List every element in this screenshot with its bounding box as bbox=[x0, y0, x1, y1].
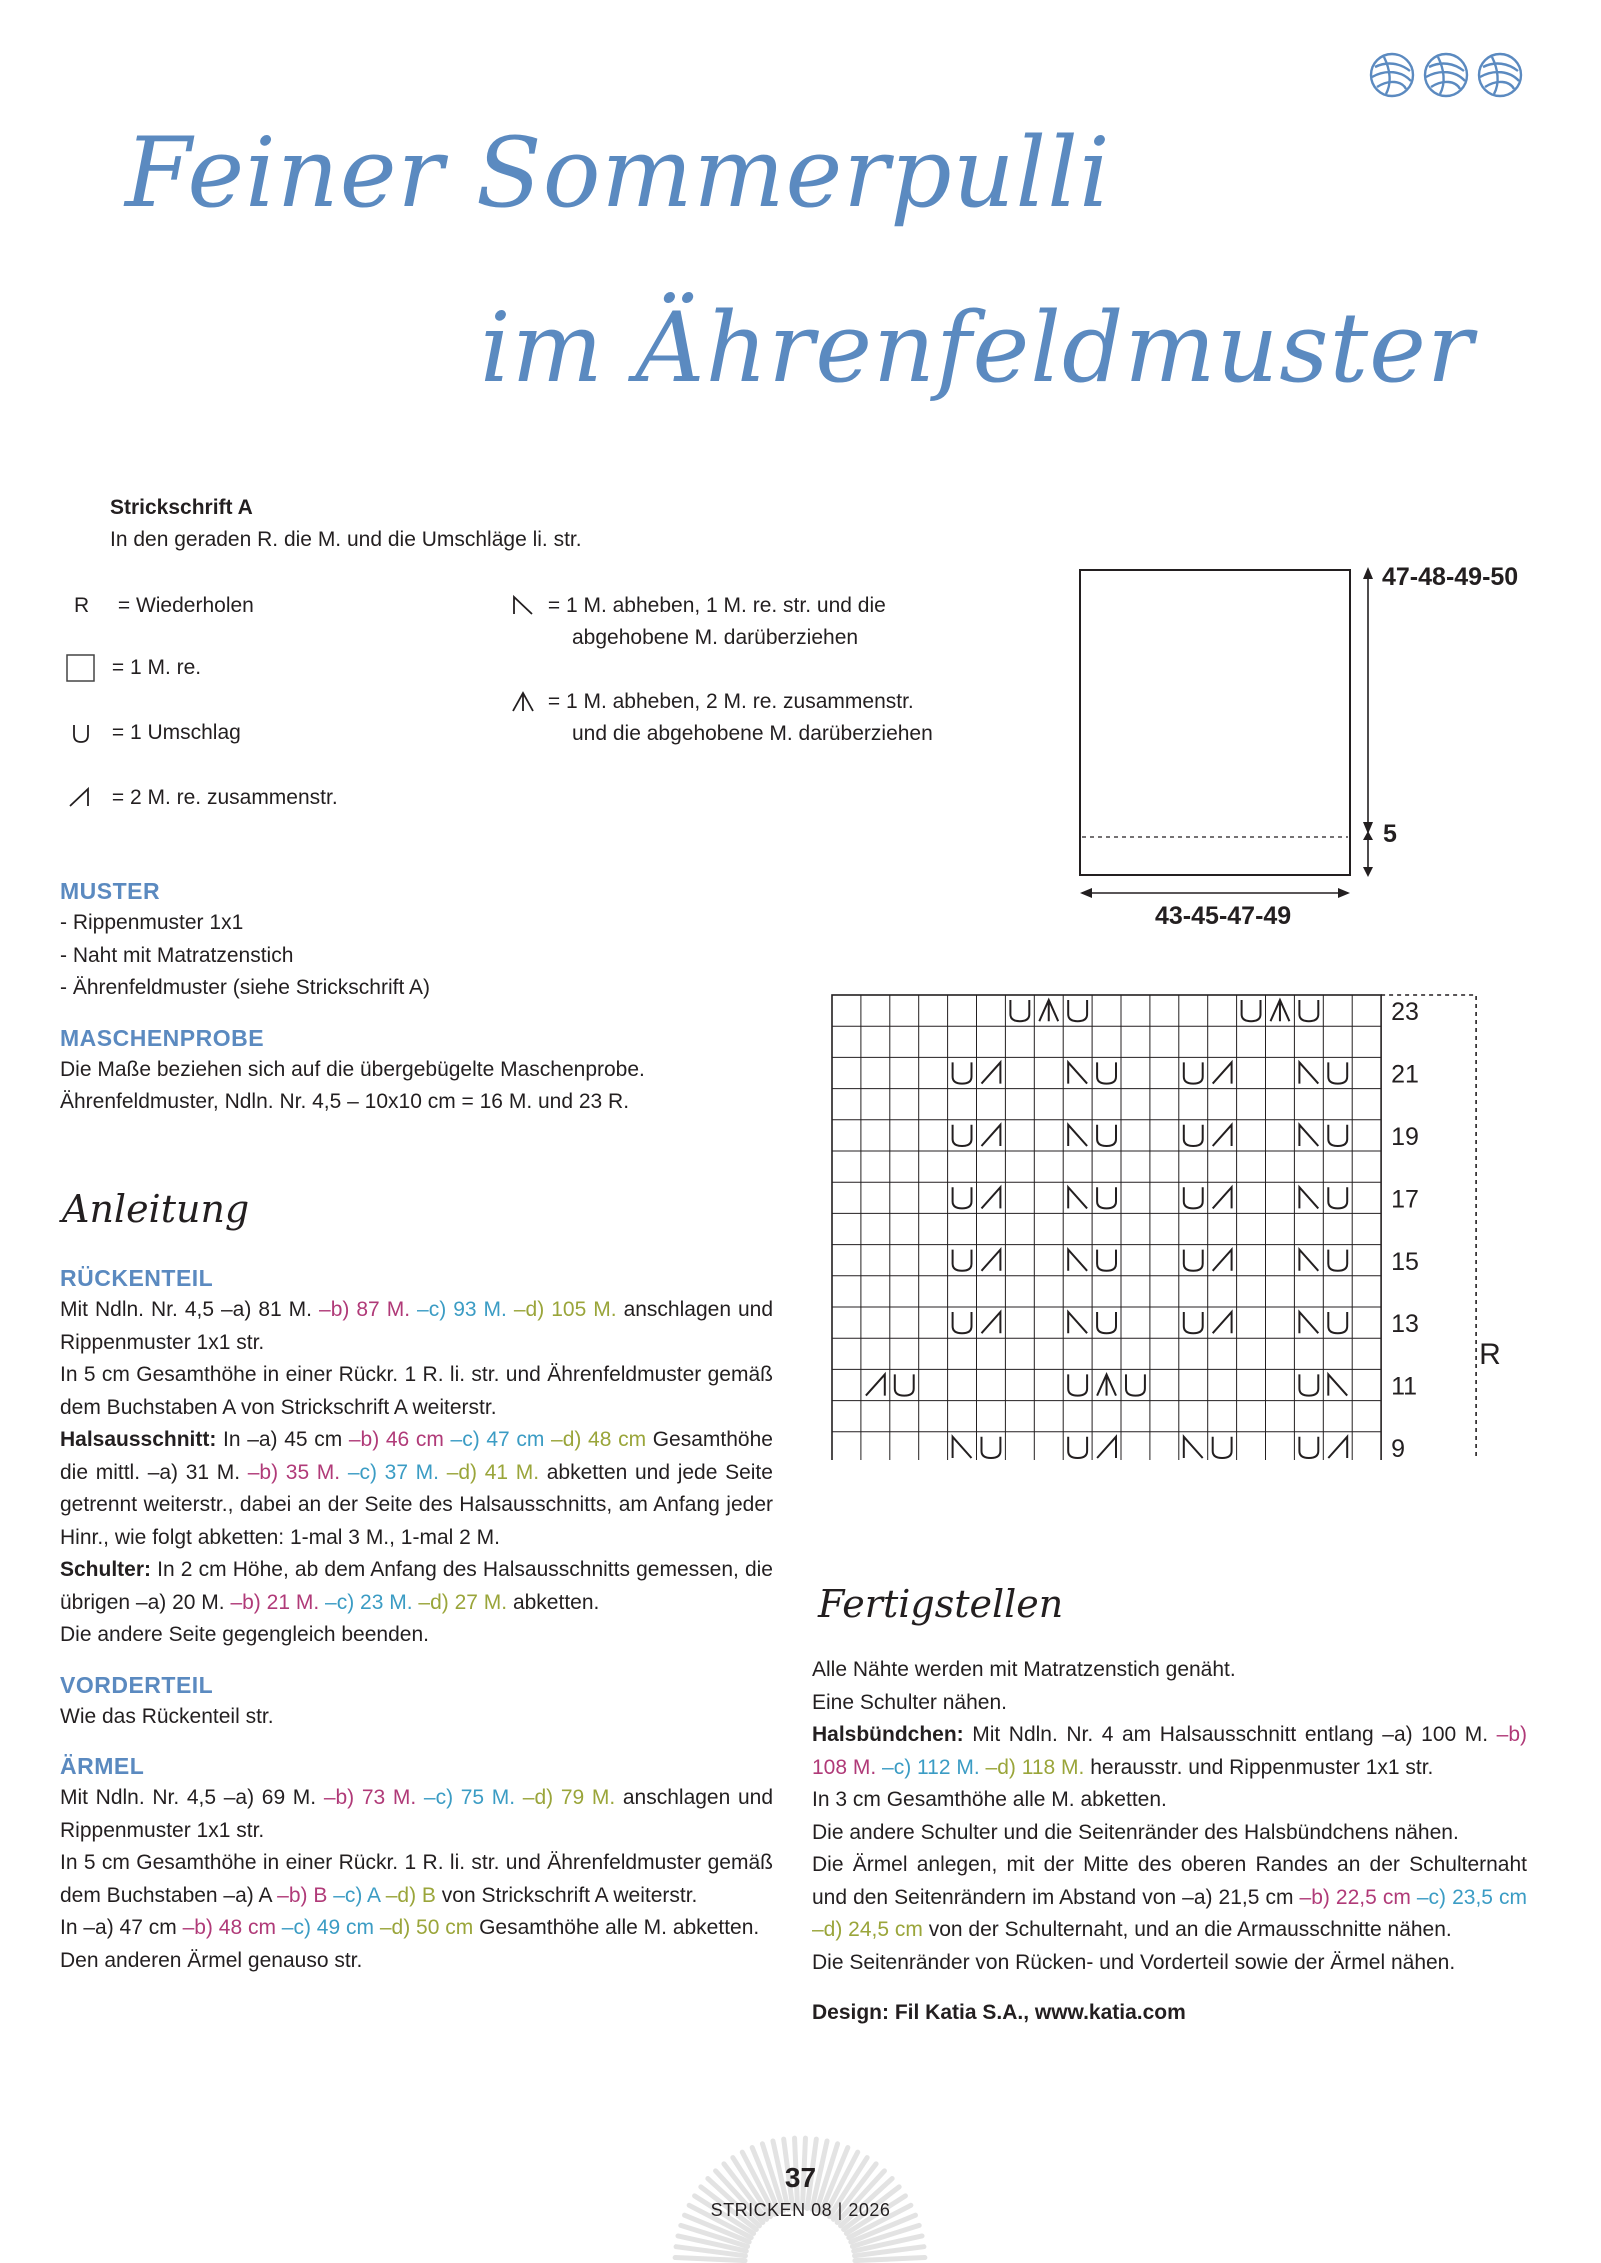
legend-intro: In den geraden R. die M. und die Umschläge li. str. bbox=[110, 528, 582, 551]
left-column bbox=[60, 875, 780, 1119]
row-repeat-label: R bbox=[1479, 1337, 1501, 1371]
yarn-balls-icon bbox=[1368, 50, 1528, 100]
rueckenteil-finish: Die andere Seite gegengleich beenden. bbox=[60, 1623, 429, 1646]
vorderteil-text: Wie das Rückenteil str. bbox=[60, 1704, 274, 1728]
legend-heading: Strickschrift A bbox=[110, 496, 253, 519]
legend-item-text: = Wiederholen bbox=[117, 594, 254, 617]
skpo-icon bbox=[510, 594, 536, 618]
section-heading-anleitung: Anleitung bbox=[62, 1187, 250, 1231]
sunburst-ray bbox=[675, 2258, 745, 2261]
finishing-neckband: Halsbündchen: Mit Ndln. Nr. 4 am Halsausschnitt entlang –a) 100 M. –b) 108 M. –c) 112 M. –d) 118 M. herausstr. und Rippenmuster 1x1 str. bbox=[812, 1723, 1528, 1779]
knitting-chart bbox=[820, 990, 1520, 1460]
section-heading-rueckenteil: RÜCKENTEIL bbox=[60, 1265, 214, 1291]
section-heading-aermel: ÄRMEL bbox=[60, 1753, 145, 1779]
legend-item-repeat bbox=[74, 590, 254, 622]
legend-item-yarn-over bbox=[70, 717, 241, 749]
instructions bbox=[60, 1262, 773, 1977]
k2tog-icon bbox=[66, 786, 94, 810]
finishing bbox=[812, 1654, 1527, 2030]
section-heading-maschenprobe: MASCHENPROBE bbox=[60, 1024, 265, 1051]
page-number: 37 bbox=[784, 2162, 817, 2193]
rib-label: 5 bbox=[1383, 820, 1397, 848]
legend-item-text: = 1 Umschlag bbox=[111, 721, 241, 744]
page-title-line2: im Ährenfeldmuster bbox=[480, 292, 1474, 404]
yarn-over-icon bbox=[70, 721, 92, 745]
row-number-label: 23 bbox=[1391, 998, 1419, 1027]
row-number-label: 13 bbox=[1391, 1310, 1419, 1339]
finishing-sleeves: Die Ärmel anlegen, mit der Mitte des oberen Randes an der Schulternaht und den Seitenrändern im Abstand von –a) 21,5 cm –b) 22,5 cm –c) 23,5 cm –d) 24,5 cm von der Schulternaht, und an die Armausschnitte nähen. bbox=[812, 1853, 1527, 1941]
maschenprobe-text: Die Maße beziehen sich auf die übergebügelte Maschenprobe. bbox=[60, 1057, 645, 1081]
legend-item-sk2po bbox=[510, 686, 933, 750]
sk2po-icon bbox=[510, 690, 536, 714]
row-number-label: 15 bbox=[1391, 1247, 1419, 1276]
maschenprobe-text: Ährenfeldmuster, Ndln. Nr. 4,5 – 10x10 cm = 16 M. und 23 R. bbox=[60, 1090, 630, 1113]
muster-item: - Naht mit Matratzenstich bbox=[60, 943, 294, 967]
legend-item-k2tog bbox=[66, 782, 338, 814]
finishing-text: In 3 cm Gesamthöhe alle M. abketten. bbox=[812, 1788, 1167, 1811]
legend-item-text-cont: abgehobene M. darüberziehen bbox=[572, 626, 859, 649]
design-credit: Design: Fil Katia S.A., www.katia.com bbox=[812, 2001, 1186, 2024]
aermel-finish: Den anderen Ärmel genauso str. bbox=[60, 1948, 363, 1972]
row-number-label: 17 bbox=[1391, 1185, 1419, 1214]
finishing-text: Eine Schulter nähen. bbox=[812, 1690, 1007, 1714]
page-title-line1: Feiner Sommerpulli bbox=[125, 117, 1111, 229]
row-number-label: 11 bbox=[1391, 1372, 1418, 1401]
section-heading-vorderteil: VORDERTEIL bbox=[60, 1671, 214, 1698]
muster-item: - Rippenmuster 1x1 bbox=[60, 911, 244, 934]
width-label: 43-45-47-49 bbox=[1155, 902, 1292, 930]
section-heading-fertigstellen: Fertigstellen bbox=[818, 1582, 1064, 1626]
rueckenteil-cast-on: Mit Ndln. Nr. 4,5 –a) 81 M. –b) 87 M. –c) 93 M. –d) 105 M. anschlagen und Rippenmuster 1x1 str. bbox=[60, 1298, 774, 1354]
empty-square-icon bbox=[66, 654, 96, 682]
garment-schematic bbox=[1070, 555, 1550, 935]
legend-item-knit bbox=[66, 652, 201, 684]
legend-item-skpo bbox=[510, 590, 886, 654]
aermel-pattern: In 5 cm Gesamthöhe in einer Rückr. 1 R. li. str. und Ährenfeldmuster gemäß dem Buchstaben –a) A –b) B –c) A –d) B von Strickschrift A weiterstr. bbox=[60, 1851, 773, 1907]
rueckenteil-neckline: Halsausschnitt: In –a) 45 cm –b) 46 cm –c) 47 cm –d) 48 cm Gesamthöhe die mittl. –a) 31 M. –b) 35 M. –c) 37 M. –d) 41 M. abketten und jede Seite getrennt weiterstr., dabei an der Seite des Halsausschnitts, am Anfang jeder Hinr., wie folgt abketten: 1-mal 3 M., 1-mal 2 M. bbox=[60, 1428, 773, 1549]
aermel-bind-off: In –a) 47 cm –b) 48 cm –c) 49 cm –d) 50 cm Gesamthöhe alle M. abketten. bbox=[60, 1916, 760, 1939]
rueckenteil-pattern: In 5 cm Gesamthöhe in einer Rückr. 1 R. li. str. und Ährenfeldmuster gemäß dem Buchstaben A von Strickschrift A weiterstr. bbox=[60, 1363, 773, 1419]
finishing-text: Die Seitenränder von Rücken- und Vorderteil sowie der Ärmel nähen. bbox=[812, 1950, 1456, 1974]
sunburst-ray bbox=[855, 2258, 925, 2261]
legend-item-text: = 1 M. abheben, 1 M. re. str. und die bbox=[547, 594, 886, 617]
rueckenteil-shoulder: Schulter: In 2 cm Höhe, ab dem Anfang des Halsausschnitts gemessen, die übrigen –a) 20 M. –b) 21 M. –c) 23 M. –d) 27 M. abketten. bbox=[60, 1558, 773, 1614]
finishing-text: Alle Nähte werden mit Matratzenstich genäht. bbox=[812, 1658, 1236, 1681]
row-number-label: 9 bbox=[1391, 1435, 1406, 1460]
footer-sunburst-decoration bbox=[660, 2130, 940, 2263]
legend-item-text: = 2 M. re. zusammenstr. bbox=[111, 786, 338, 809]
repeat-symbol: R bbox=[74, 594, 90, 617]
legend-item-text-cont: und die abgehobene M. darüberziehen bbox=[572, 722, 933, 745]
legend-item-text: = 1 M. re. bbox=[111, 656, 202, 679]
legend-item-text: = 1 M. abheben, 2 M. re. zusammenstr. bbox=[547, 690, 914, 713]
aermel-cast-on: Mit Ndln. Nr. 4,5 –a) 69 M. –b) 73 M. –c) 75 M. –d) 79 M. anschlagen und Rippenmuster 1x1 str. bbox=[60, 1786, 774, 1842]
row-number-label: 21 bbox=[1391, 1060, 1419, 1089]
finishing-text: Die andere Schulter und die Seitenränder des Halsbündchens nähen. bbox=[812, 1820, 1459, 1844]
height-label: 47-48-49-50 bbox=[1382, 563, 1519, 591]
section-heading-muster: MUSTER bbox=[60, 878, 161, 904]
muster-item: - Ährenfeldmuster (siehe Strickschrift A) bbox=[60, 976, 430, 999]
chart-legend bbox=[110, 492, 810, 556]
magazine-issue: STRICKEN 08 | 2026 bbox=[710, 2200, 891, 2220]
row-number-label: 19 bbox=[1391, 1123, 1419, 1151]
